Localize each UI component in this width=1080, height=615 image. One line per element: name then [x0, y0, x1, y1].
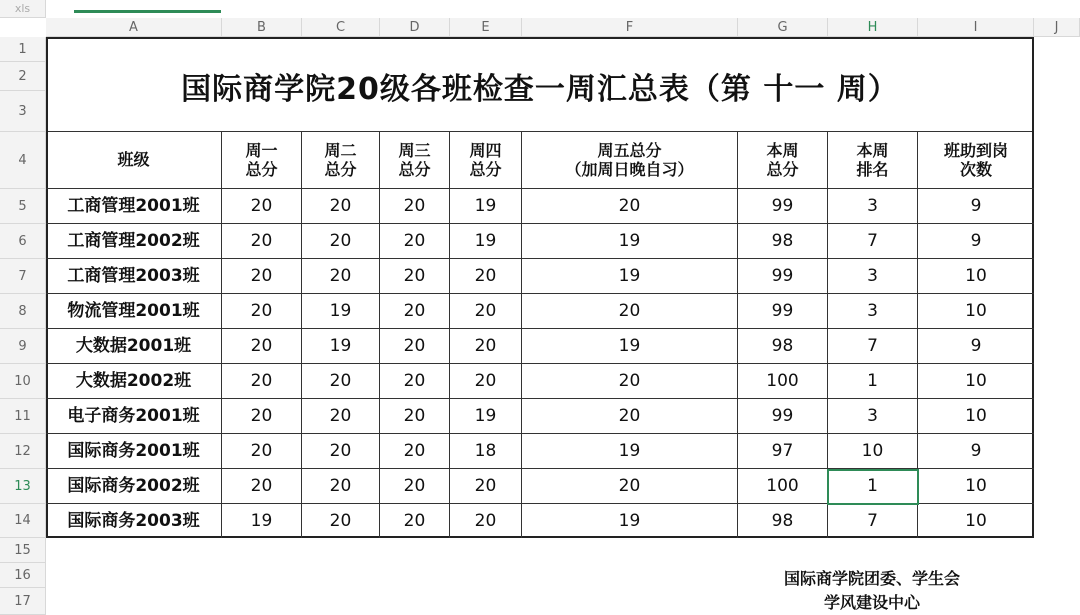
score-cell[interactable]: 99 — [738, 294, 828, 329]
score-cell[interactable]: 20 — [380, 259, 450, 294]
column-header-d[interactable]: D — [380, 18, 450, 37]
footer-org[interactable]: 国际商学院团委、学生会 — [783, 569, 960, 588]
score-cell[interactable]: 20 — [450, 294, 522, 329]
header-cell[interactable]: 本周 总分 — [738, 132, 828, 189]
score-cell[interactable]: 20 — [450, 329, 522, 364]
score-cell[interactable]: 20 — [302, 224, 380, 259]
score-cell[interactable]: 9 — [918, 189, 1034, 224]
score-cell[interactable]: 9 — [918, 434, 1034, 469]
score-cell[interactable]: 19 — [450, 399, 522, 434]
row-header-3[interactable]: 3 — [0, 91, 46, 132]
header-cell[interactable]: 周五总分 （加周日晚自习） — [522, 132, 738, 189]
score-cell[interactable]: 20 — [222, 329, 302, 364]
header-cell[interactable]: 周二 总分 — [302, 132, 380, 189]
row-header-4[interactable]: 4 — [0, 132, 46, 189]
class-name-cell[interactable]: 国际商务2001班 — [46, 434, 222, 469]
row-header-15[interactable]: 15 — [0, 538, 46, 563]
sheet-title[interactable]: 国际商学院20级各班检查一周汇总表（第 十一 周） — [181, 72, 899, 107]
score-cell[interactable]: 18 — [450, 434, 522, 469]
score-cell[interactable]: 100 — [738, 364, 828, 399]
score-cell[interactable]: 19 — [522, 504, 738, 538]
score-cell[interactable]: 20 — [380, 294, 450, 329]
row-header-16[interactable]: 16 — [0, 563, 46, 588]
row-header-9[interactable]: 9 — [0, 329, 46, 364]
row-header-5[interactable]: 5 — [0, 189, 46, 224]
score-cell[interactable]: 20 — [380, 364, 450, 399]
score-cell[interactable]: 98 — [738, 329, 828, 364]
score-cell[interactable]: 9 — [918, 224, 1034, 259]
score-cell[interactable]: 3 — [828, 189, 918, 224]
score-cell[interactable]: 20 — [222, 189, 302, 224]
score-cell[interactable]: 10 — [918, 294, 1034, 329]
class-name-cell[interactable]: 物流管理2001班 — [46, 294, 222, 329]
score-cell[interactable]: 19 — [450, 224, 522, 259]
score-cell[interactable]: 20 — [380, 224, 450, 259]
score-cell[interactable]: 20 — [522, 469, 738, 504]
score-cell[interactable]: 100 — [738, 469, 828, 504]
score-cell[interactable]: 1 — [828, 364, 918, 399]
score-cell[interactable]: 99 — [738, 399, 828, 434]
row-header-1[interactable]: 1 — [0, 37, 46, 62]
score-cell[interactable]: 20 — [450, 364, 522, 399]
active-cell-cursor[interactable] — [827, 469, 919, 505]
row-header-17[interactable]: 17 — [0, 588, 46, 615]
row-header-14[interactable]: 14 — [0, 504, 46, 538]
header-cell[interactable]: 周一 总分 — [222, 132, 302, 189]
score-cell[interactable]: 20 — [380, 469, 450, 504]
score-cell[interactable]: 20 — [522, 189, 738, 224]
score-cell[interactable]: 20 — [222, 294, 302, 329]
score-cell[interactable]: 7 — [828, 224, 918, 259]
score-cell[interactable]: 20 — [302, 469, 380, 504]
header-cell[interactable]: 本周 排名 — [828, 132, 918, 189]
score-cell[interactable]: 10 — [965, 510, 987, 531]
score-cell[interactable]: 20 — [302, 399, 380, 434]
row-header-7[interactable]: 7 — [0, 259, 46, 294]
score-cell[interactable]: 19 — [522, 224, 738, 259]
score-cell[interactable]: 10 — [918, 259, 1034, 294]
score-cell[interactable]: 20 — [522, 399, 738, 434]
score-cell[interactable]: 20 — [522, 364, 738, 399]
header-cell[interactable]: 周四 总分 — [450, 132, 522, 189]
score-cell[interactable]: 3 — [828, 259, 918, 294]
score-cell[interactable]: 20 — [222, 364, 302, 399]
score-cell[interactable]: 19 — [222, 504, 302, 538]
class-name-cell[interactable]: 国际商务2002班 — [46, 469, 222, 504]
score-cell[interactable]: 20 — [450, 469, 522, 504]
column-header-b[interactable]: B — [222, 18, 302, 37]
score-cell[interactable]: 20 — [222, 259, 302, 294]
score-cell[interactable]: 10 — [918, 469, 1034, 504]
score-cell[interactable]: 20 — [222, 399, 302, 434]
score-cell[interactable]: 20 — [222, 469, 302, 504]
class-name-cell[interactable]: 电子商务2001班 — [46, 399, 222, 434]
score-cell[interactable]: 99 — [738, 259, 828, 294]
score-cell[interactable]: 3 — [828, 294, 918, 329]
column-header-f[interactable]: F — [522, 18, 738, 37]
score-cell[interactable]: 20 — [222, 434, 302, 469]
row-header-8[interactable]: 8 — [0, 294, 46, 329]
select-all-corner[interactable]: xls — [0, 0, 46, 18]
header-cell[interactable]: 班助到岗 次数 — [918, 132, 1034, 189]
score-cell[interactable]: 7 — [828, 329, 918, 364]
header-cell[interactable]: 班级 — [46, 132, 222, 189]
score-cell[interactable]: 20 — [380, 504, 450, 538]
score-cell[interactable]: 20 — [380, 399, 450, 434]
score-cell[interactable]: 1 — [828, 469, 918, 504]
score-cell[interactable]: 20 — [302, 189, 380, 224]
row-header-10[interactable]: 10 — [0, 364, 46, 399]
score-cell[interactable]: 20 — [222, 224, 302, 259]
header-cell[interactable]: 周三 总分 — [380, 132, 450, 189]
column-header-e[interactable]: E — [450, 18, 522, 37]
score-cell[interactable]: 10 — [828, 434, 918, 469]
column-header-c[interactable]: C — [302, 18, 380, 37]
class-name-cell[interactable]: 大数据2001班 — [46, 329, 222, 364]
class-name-cell[interactable]: 国际商务2003班 — [46, 504, 222, 538]
class-name-cell[interactable]: 工商管理2003班 — [46, 259, 222, 294]
score-cell[interactable]: 20 — [380, 189, 450, 224]
row-header-12[interactable]: 12 — [0, 434, 46, 469]
column-header-i[interactable]: I — [918, 18, 1034, 37]
score-cell[interactable]: 19 — [302, 329, 380, 364]
score-cell[interactable]: 9 — [918, 329, 1034, 364]
score-cell[interactable]: 20 — [450, 259, 522, 294]
score-cell[interactable]: 98 — [738, 504, 828, 538]
score-cell[interactable]: 7 — [828, 504, 918, 538]
score-cell[interactable]: 20 — [450, 504, 522, 538]
score-cell[interactable]: 20 — [302, 434, 380, 469]
class-name-cell[interactable]: 大数据2002班 — [46, 364, 222, 399]
class-name-cell[interactable]: 工商管理2002班 — [46, 224, 222, 259]
summary-table — [46, 37, 1034, 538]
row-header-13[interactable]: 13 — [0, 469, 46, 504]
active-tab-indicator — [74, 10, 221, 13]
score-cell[interactable]: 20 — [302, 504, 380, 538]
score-cell[interactable]: 19 — [522, 259, 738, 294]
column-header-j[interactable]: J — [1034, 18, 1080, 37]
score-cell[interactable]: 20 — [380, 329, 450, 364]
score-cell[interactable]: 97 — [738, 434, 828, 469]
score-cell[interactable]: 20 — [302, 364, 380, 399]
score-cell[interactable]: 20 — [522, 294, 738, 329]
row-header-6[interactable]: 6 — [0, 224, 46, 259]
row-header-11[interactable]: 11 — [0, 399, 46, 434]
score-cell[interactable]: 99 — [738, 189, 828, 224]
column-header-g[interactable]: G — [738, 18, 828, 37]
class-name-cell[interactable]: 工商管理2001班 — [46, 189, 222, 224]
score-cell[interactable]: 10 — [918, 399, 1034, 434]
score-cell[interactable]: 20 — [380, 434, 450, 469]
column-header-h[interactable]: H — [828, 18, 918, 37]
score-cell[interactable]: 3 — [828, 399, 918, 434]
score-cell[interactable]: 10 — [918, 364, 1034, 399]
footer-dept[interactable]: 学风建设中心 — [823, 593, 920, 612]
score-cell[interactable]: 19 — [522, 434, 738, 469]
score-cell[interactable]: 98 — [738, 224, 828, 259]
score-cell[interactable]: 19 — [450, 189, 522, 224]
score-cell[interactable]: 19 — [302, 294, 380, 329]
row-header-2[interactable]: 2 — [0, 62, 46, 91]
score-cell[interactable]: 20 — [302, 259, 380, 294]
column-header-a[interactable]: A — [46, 18, 222, 37]
score-cell[interactable]: 19 — [522, 329, 738, 364]
